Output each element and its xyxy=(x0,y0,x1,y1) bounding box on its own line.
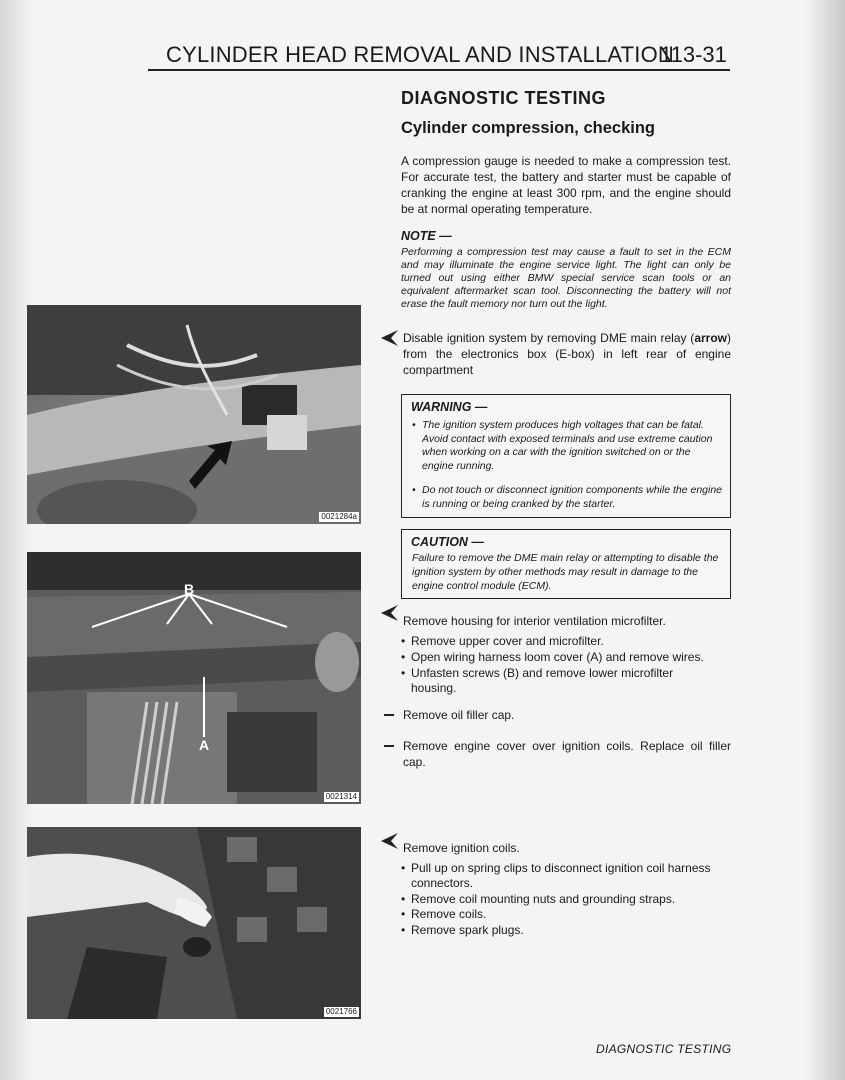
callout-label-a: A xyxy=(199,737,210,753)
page-edge-right xyxy=(805,0,845,1080)
step-remove-ignition-coils: Remove ignition coils. xyxy=(403,841,520,855)
intro-paragraph: A compression gauge is needed to make a compression test. For accurate test, the battery and starter must be capable of cranking the engine at least 300 rpm, and the engine should be at normal operating temperature. xyxy=(401,154,731,216)
list-item: • Remove coil mounting nuts and grounding straps. xyxy=(401,892,676,906)
callout-label-b: B xyxy=(184,581,195,597)
note-text: Performing a compression test may cause a fault to set in the ECM and may illuminate the engine service light. The light can only be turned out using either BMW special service scan tools or an equivalent aftermarket scan tool. Disconnecting the battery will not erase the fault memory nor turn out the light. xyxy=(401,246,731,310)
page-number: 113-31 xyxy=(660,42,727,67)
caution-text: Failure to remove the DME main relay or attempting to disable the ignition system by other methods may result in damage to the engine control module (ECM). xyxy=(412,552,719,592)
photo-id: 0021314 xyxy=(325,792,357,801)
caution-box xyxy=(401,529,731,599)
step-remove-engine-cover: Remove engine cover over ignition coils. Replace oil filler cap. xyxy=(403,739,731,769)
warning-item: • The ignition system produces high voltages that can be fatal. Avoid contact with exposed terminals and use extreme caution when working on a car with the ignition switched on or the engine running. xyxy=(412,419,713,472)
photo-microfilter-housing xyxy=(27,552,361,804)
list-item: • Unfasten screws (B) and remove lower microfilter housing. xyxy=(401,666,674,695)
note-heading: NOTE — xyxy=(401,229,452,243)
photo-id: 0021284a xyxy=(321,512,357,521)
section-title: DIAGNOSTIC TESTING xyxy=(401,88,607,108)
list-item: • Pull up on spring clips to disconnect ignition coil harness connectors. xyxy=(401,861,711,890)
caution-heading: CAUTION — xyxy=(411,535,484,549)
warning-heading: WARNING — xyxy=(411,400,488,414)
header-rule xyxy=(148,69,730,71)
list-item: • Remove coils. xyxy=(401,907,487,921)
step-disable-ignition: Disable ignition system by removing DME main relay (arrow) from the electronics box (E-box) in left rear of engine compartment xyxy=(403,331,731,377)
warning-item: • Do not touch or disconnect ignition components while the engine is running or being cranked by the starter. xyxy=(412,484,723,510)
step-remove-oil-cap: Remove oil filler cap. xyxy=(403,708,515,722)
photo-id: 0021766 xyxy=(325,1007,357,1016)
step-dash-icon xyxy=(384,714,394,716)
step-dash-icon xyxy=(384,745,394,747)
list-item: • Remove spark plugs. xyxy=(401,923,524,937)
running-header-title: CYLINDER HEAD REMOVAL AND INSTALLATION xyxy=(166,42,675,67)
running-footer: DIAGNOSTIC TESTING xyxy=(596,1042,732,1056)
list-item: • Remove upper cover and microfilter. xyxy=(401,634,604,648)
subsection-title: Cylinder compression, checking xyxy=(401,119,655,137)
photo-e-box-relay xyxy=(27,305,361,524)
list-item: • Open wiring harness loom cover (A) and remove wires. xyxy=(401,650,704,664)
step-remove-housing: Remove housing for interior ventilation microfilter. xyxy=(403,614,666,628)
warning-box xyxy=(401,394,731,518)
photo-ignition-coils xyxy=(27,827,361,1019)
